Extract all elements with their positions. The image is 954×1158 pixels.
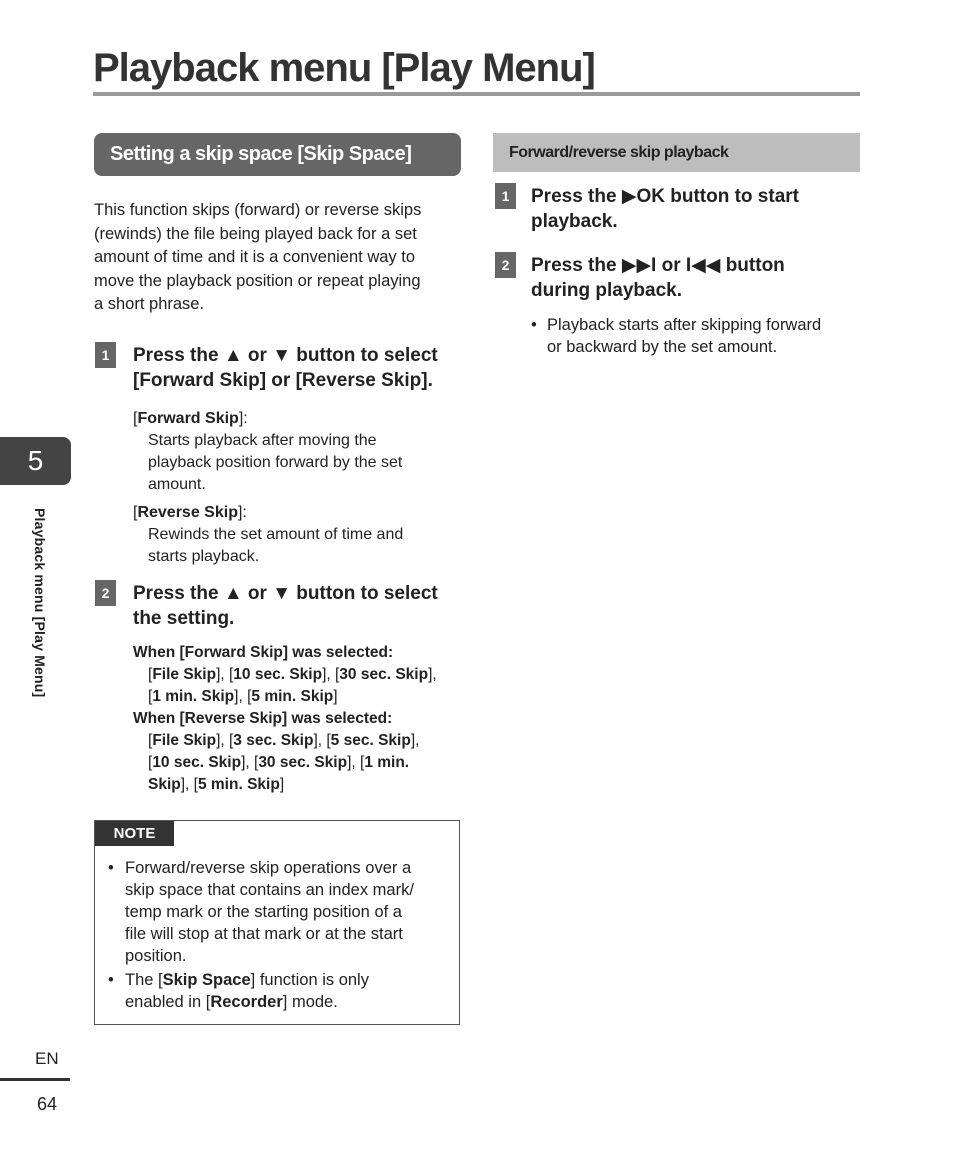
footer-divider — [0, 1078, 70, 1081]
down-arrow-icon: ▼ — [272, 583, 292, 604]
step-number: 2 — [495, 252, 516, 278]
skip-options: When [Forward Skip] was selected: [File Skip], [10 sec. Skip], [30 sec. Skip], [1 min. Skip], [5 min. Skip] When [Reverse Skip] was selected: [File Skip], [3 sec. Skip], [5 sec. Skip], [10 sec. Skip], [30 sec. Skip], [1 min. Skip], [5 min. Skip] — [133, 644, 437, 793]
reverse-skip-description: [Reverse Skip]: Rewinds the set amount of time and starts playback. — [133, 504, 404, 565]
section-heading: Setting a skip space [Skip Space] — [94, 133, 461, 176]
title-divider — [93, 92, 860, 96]
intro-line: This function skips (forward) or reverse skips — [94, 201, 422, 219]
step-instruction: Press the ▶▶I or I◀◀ button during playback. — [531, 255, 785, 301]
step-instruction: Press the ▲ or ▼ button to select the setting. — [133, 583, 438, 629]
rewind-icon: I◀◀ — [685, 255, 721, 276]
intro-paragraph — [94, 199, 464, 317]
step-number: 1 — [495, 183, 516, 209]
intro-line: move the playback position or repeat playing — [94, 271, 421, 290]
step-instruction: Press the ▶OK button to start playback. — [531, 186, 799, 232]
intro-line: amount of time and it is a convenient way to — [94, 248, 416, 266]
note-label: NOTE — [95, 821, 174, 846]
page-number: 64 — [37, 1094, 58, 1114]
chapter-tab: 5 — [0, 437, 71, 485]
forward-skip-description: [Forward Skip]: Starts playback after moving the playback position forward by the set amount. — [133, 410, 403, 493]
down-arrow-icon: ▼ — [272, 345, 292, 366]
up-arrow-icon: ▲ — [223, 345, 243, 366]
step-instruction: Press the ▲ or ▼ button to select [Forward Skip] or [Reverse Skip]. — [133, 345, 438, 391]
step-number: 1 — [95, 342, 116, 368]
list-item: • Playback starts after skipping forward or backward by the set amount. — [531, 316, 822, 356]
language-label: EN — [35, 1049, 59, 1068]
play-icon: ▶ — [621, 186, 637, 207]
up-arrow-icon: ▲ — [223, 583, 243, 604]
note-bullet: • The [Skip Space] function is only enabled in [Recorder] mode. — [108, 971, 369, 1011]
page-title: Playback menu [Play Menu] — [93, 46, 595, 90]
side-chapter-label: Playback menu [Play Menu] — [32, 508, 48, 698]
intro-line: (rewinds) the file being played back for a set — [94, 224, 417, 243]
step-number: 2 — [95, 580, 116, 606]
intro-line: a short phrase. — [94, 295, 205, 313]
subsection-heading: Forward/reverse skip playback — [493, 133, 860, 172]
note-bullet: • Forward/reverse skip operations over a skip space that contains an index mark/ temp mark or the starting position of a file will stop at that mark or at the start position. — [108, 859, 414, 965]
fast-forward-icon: ▶▶I — [621, 255, 657, 276]
